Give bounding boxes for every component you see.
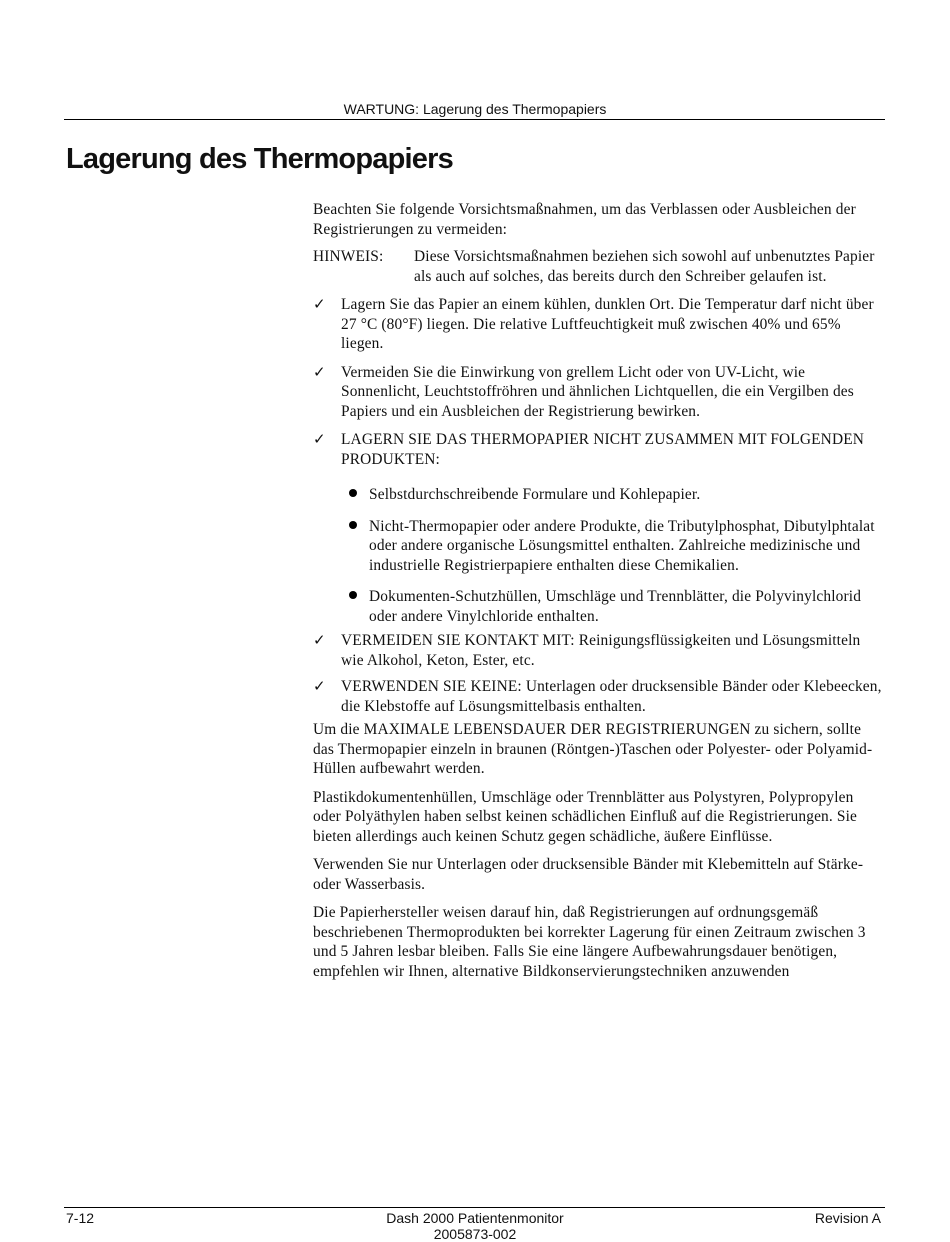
note-block — [313, 247, 883, 286]
note-label: HINWEIS: — [313, 248, 384, 265]
checkmark-icon: ✓ — [313, 677, 326, 695]
checklist-item-text: LAGERN SIE DAS THERMOPAPIER NICHT ZUSAMMEN MIT FOLGENDEN PRODUKTEN: — [341, 431, 865, 468]
body-column — [313, 200, 883, 981]
checklist-item-text: Vermeiden Sie die Einwirkung von grellem Licht oder von UV-Licht, wie Sonnenlicht, Leuchtstoffröhren und ähnlichen Lichtquellen, die ein Vergilben des Papiers und ein Ausbleichen der Registrierung bewirken. — [341, 363, 854, 420]
checklist-item-text: VERMEIDEN SIE KONTAKT MIT: Reinigungsflüssigkeiten und Lösungsmitteln wie Alkohol, Keton, Ester, etc. — [341, 632, 861, 669]
footer-page-number: 7-12 — [66, 1210, 95, 1226]
note-text: Diese Vorsichtsmaßnahmen beziehen sich sowohl auf unbenutztes Papier als auch auf solches, das bereits durch den Schreiber gelaufen ist. — [414, 248, 875, 285]
paragraph-lifetime: Um die MAXIMALE LEBENSDAUER DER REGISTRIERUNGEN zu sichern, sollte das Thermopapier einzeln in braunen (Röntgen-)Taschen oder Polyester- oder Polyamid-Hüllen aufbewahrt werden. — [313, 721, 873, 777]
checkmark-icon: ✓ — [313, 631, 326, 649]
bullet-item-solvents — [313, 517, 883, 576]
checklist-item-temperature — [313, 295, 883, 354]
footer-rule — [64, 1207, 885, 1208]
footer-doc-number: 2005873-002 — [433, 1226, 517, 1242]
checklist-item-light — [313, 363, 883, 422]
footer-product — [0, 1210, 950, 1242]
checkmark-icon: ✓ — [313, 362, 326, 381]
bullet-icon — [349, 489, 357, 497]
checklist-item-no-adhesives — [313, 677, 883, 716]
intro-paragraph: Beachten Sie folgende Vorsichtsmaßnahmen, um das Verblassen oder Ausbleichen der Registrierungen zu vermeiden: — [313, 201, 856, 238]
checklist-item-text: VERWENDEN SIE KEINE: Unterlagen oder drucksensible Bänder oder Klebeecken, die Klebstoffe auf Lösungsmittelbasis enthalten. — [341, 678, 882, 715]
bullet-icon — [349, 591, 357, 599]
checklist-item-avoid-contact — [313, 631, 883, 670]
page-title: Lagerung des Thermopapiers — [66, 143, 453, 175]
footer-product-name: Dash 2000 Patientenmonitor — [386, 1210, 564, 1226]
bullet-item-pvc — [313, 587, 883, 626]
paragraph-adhesives: Verwenden Sie nur Unterlagen oder drucksensible Bänder mit Klebemitteln auf Stärke- oder Wasserbasis. — [313, 856, 864, 893]
checklist-item-storage-warning — [313, 430, 883, 469]
footer-revision: Revision A — [814, 1210, 881, 1226]
bullet-item-text: Nicht-Thermopapier oder andere Produkte, die Tributylphosphat, Dibutylphtalat oder andere organische Lösungsmittel enthalten. Zahlreiche medizinische und industrielle Registrierpapiere enthalten diese Chemikalien. — [369, 517, 875, 574]
paragraph-manufacturer-note: Die Papierhersteller weisen darauf hin, daß Registrierungen auf ordnungsgemäß beschriebenen Thermoprodukten bei korrekter Lagerung für einen Zeitraum zwischen 3 und 5 Jahren lesbar bleiben. Falls Sie eine längere Aufbewahrungsdauer benötigen, empfehlen wir Ihnen, alternative Bildkonservierungstechniken anzuwenden — [313, 904, 866, 980]
checklist-item-text: Lagern Sie das Papier an einem kühlen, dunklen Ort. Die Temperatur darf nicht über 27 °C (80°F) liegen. Die relative Luftfeuchtigkeit muß zwischen 40% und 65% liegen. — [341, 296, 874, 352]
bullet-item-text: Dokumenten-Schutzhüllen, Umschläge und Trennblätter, die Polyvinylchlorid oder andere Vinylchloride enthalten. — [369, 588, 862, 625]
bullet-item-forms — [313, 485, 883, 505]
header-rule — [64, 119, 885, 120]
checkmark-icon: ✓ — [313, 430, 326, 448]
bullet-item-text: Selbstdurchschreibende Formulare und Kohlepapier. — [369, 486, 701, 503]
running-header: WARTUNG: Lagerung des Thermopapiers — [343, 101, 607, 117]
bullet-icon — [349, 521, 357, 529]
paragraph-plastic-sleeves: Plastikdokumentenhüllen, Umschläge oder Trennblätter aus Polystyren, Polypropylen oder Polyäthylen haben selbst keinen schädlichen Einfluß auf die Registrierungen. Sie bieten allerdings auch keinen Schutz gegen schädliche, äußere Einflüsse. — [313, 788, 858, 845]
checkmark-icon: ✓ — [313, 295, 326, 313]
